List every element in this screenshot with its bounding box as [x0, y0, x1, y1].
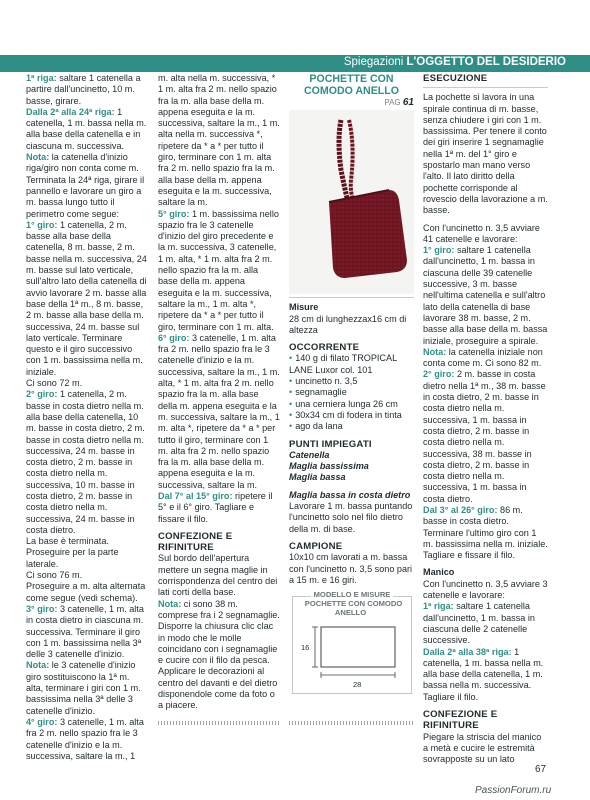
paragraph-text: 1 catenella, 2 m. basse in costa dietro nella m. alla base della catenella, 10 m. basse in costa dietro, 2 m. basse in costa dietro nella m. successiva, 24 m. basse in costa dietro, 2 m. basse in costa dietro nella m. successiva, 10 m. basse in costa dietro, 2 m. basse in costa dietro nella m. successiva, 24 m. basse in costa dietro. [26, 389, 145, 535]
section-heading: CONFEZIONE E RIFINITURE [158, 530, 233, 554]
paragraph [423, 245, 548, 347]
paragraph [423, 347, 548, 370]
paragraph: Proseguire a m. alta alternata come segue (vedi schema). [26, 581, 146, 603]
width-label: 28 [353, 680, 362, 690]
paragraph-text: 1 catenella, 2 m. basse alla base della catenella, 8 m. basse, 2 m. basse nella m. successiva, 24 m. basse sul lato verticale, sull'altro lato della catenella di avvio lavorare 2 m. basse alla base della 1ª m., 8 m. basse, 2 m. basse alla base della m. successiva, 24 m. basse sul lato verticale. Terminare questo e il giro successivo con 1 m. bassissima nella m. iniziale. [26, 219, 147, 377]
paragraph-text: 3 catenelle, 1 m. alta fra 2 m. nello spazio fra le 3 catenelle d'inizio e la m. successiva, saltare la m., 1 m. alta, * 1 m. alta fra 2 m. nello spazio fra la m. alla base della m. appena eseguita e la m. successiva, saltare la m., 1 m. alta *, ripetere da * a * per tutto il giro, terminare con 1 m. alta fra 2 m. nello spazio fra la m. alla base della m. appena eseguita e la m. successiva, saltare la m. [158, 332, 280, 490]
section-heading: CAMPIONE [289, 540, 343, 552]
paragraph-text: saltare 1 catenella dall'uncinetto, 1 m. bassa in ciascuna delle 39 catenelle successive, 3 m. basse nell'ultima catenella e sull'altro lato della catenella di base lavorare 38 m. basse, 2 m. basse alla base della m. bassa iniziale, proseguire a spirale. [423, 245, 548, 346]
step-label: 2° giro: [26, 389, 58, 400]
note-label: Nota: [423, 346, 447, 357]
measurements-label: Misure [289, 302, 319, 313]
paragraph: La pochette si lavora in una spirale continua di m. basse, senza chiudere i giri con 1 m. bassissima. Per tenere il conto dei giri inserire 1 segnamaglie nella 1ª m. del 1° giro e spostarlo man mano verso l'alto. Il lato diritto della pochette corrisponde al rovescio della lavorazione a m. basse. [423, 92, 548, 216]
paragraph: Ci sono 76 m. [26, 570, 83, 581]
height-label: 16 [301, 643, 310, 653]
section-heading: PUNTI IMPIEGATI [289, 438, 372, 450]
pattern-diagram [292, 590, 412, 694]
step-label: 3° giro: [26, 603, 58, 614]
paragraph [26, 389, 148, 536]
page-reference [289, 97, 414, 108]
section-heading: ESECUZIONE [423, 73, 488, 84]
diagram-title-line: MODELLO E MISURE [311, 590, 394, 599]
paragraph-text: 3 catenelle, 1 m. alta fra 2 m. nello spazio fra le 3 catenelle d'inizio e la m. successiva, saltare la m., 1 [26, 716, 144, 761]
page-ref-number: 61 [402, 97, 414, 108]
header-title [344, 56, 566, 68]
paragraph [26, 73, 148, 107]
paragraph: Con l'uncinetto n. 3,5 avviare 3 catenelle e lavorare: [423, 578, 548, 601]
column-4 [423, 73, 548, 766]
bag-outline [321, 627, 395, 667]
paragraph-text: 1 catenella, 1 m. bassa nella m. alla base della catenella, 1 m. bassa nella m. successiva. Tagliare il filo. [423, 646, 544, 702]
stitch-name: Maglia bassa in costa dietro [289, 489, 411, 500]
paragraph [158, 491, 280, 525]
step-label: 6° giro: [158, 332, 190, 343]
paragraph-text: 2 m. basse in costa dietro nella 1ª m., 38 m. basse in costa dietro, 2 m. basse in costa dietro nella m. successiva, 1 m. bassa in costa dietro, 2 m. basse in costa dietro nella m. successiva, 38 m. basse in costa dietro, 2 m. basse in costa dietro nella m. successiva, 1 m. bassa in costa dietro. [423, 369, 546, 504]
pochette-image [289, 110, 414, 294]
paragraph: Sul bordo dell'apertura mettere un segna maglie in corrispondenza del centro dei lati corti della base. [158, 553, 278, 598]
stitch-name: Maglia bassissima [289, 461, 369, 472]
column-1 [26, 73, 148, 762]
paragraph-text: ci sono 38 m. comprese fra i 2 segnamaglie. Disporre la chiusura clic clac in modo che le molle coincidano con i segnamaglie e cucire con il filo da pesca. Applicare le decorazioni al centro del davanti e del dietro disponendole come da foto o a piacere. [158, 598, 280, 711]
list-item: • 140 g di filato TROPICAL LANE Luxor col. 101 [289, 353, 414, 376]
measurements [289, 302, 414, 313]
paragraph [26, 660, 148, 716]
column-divider [289, 721, 414, 725]
column-3 [289, 73, 414, 694]
paragraph [158, 599, 280, 712]
paragraph [423, 505, 548, 561]
paragraph [26, 717, 148, 762]
paragraph-text: 86 m. basse in costa dietro. Terminare l'ultimo giro con 1 m. bassissima nella m. iniziale. Tagliare e fissare il filo. [423, 504, 548, 561]
paragraph [423, 601, 548, 646]
header-section: Spiegazioni [343, 56, 404, 68]
paragraph-text: ripetere il 5° e il 6° giro. Tagliare e fissare il filo. [158, 490, 273, 524]
step-label: 2° giro: [423, 369, 455, 380]
page-ref-label: PAG [384, 98, 401, 107]
subheading: Manico [423, 567, 455, 578]
paragraph-text: la catenella iniziale non conta come m. Ci sono 82 m. [423, 346, 543, 369]
paragraph-text: saltare 1 catenella dall'uncinetto, 1 m. bassa in ciascuna delle 2 catenelle successive. [423, 601, 535, 646]
step-label: Dal 3° al 26° giro: [423, 504, 498, 515]
stitch-name: Maglia bassa [289, 472, 346, 483]
list-item: • segnamaglie [289, 387, 414, 398]
step-label: 1° giro: [26, 219, 58, 230]
list-item: • 30x34 cm di fodera in tinta [289, 410, 414, 421]
paragraph [26, 152, 148, 220]
step-label: 1ª riga: [26, 73, 57, 83]
paragraph-text: la catenella d'inizio riga/giro non conta come m. Terminata la 24ª riga, girare il pannello e lavorare un giro a m. bassa lungo tutto il perimetro come segue: [26, 152, 145, 219]
measurements-text: 28 cm di lunghezzax16 cm di altezza [289, 313, 407, 335]
column-2 [158, 73, 280, 712]
note-label: Nota: [158, 598, 182, 609]
paragraph-text: le 3 catenelle d'inizio giro sostituiscono la 1ª m. alta, terminare i giri con 1 m. bassissima nella 3ª delle 3 catenelle d'inizio. [26, 660, 141, 716]
list-item: • uncinetto n. 3,5 [289, 376, 414, 387]
diagram-drawing [293, 597, 411, 693]
paragraph: Piegare la striscia del manico a metà e cucire le estremità sovrapposte su un lato [423, 731, 542, 765]
step-label: 1ª riga: [423, 601, 454, 612]
paragraph: Con l'uncinetto n. 3,5 avviare 41 catenelle e lavorare: [423, 222, 540, 244]
paragraph: Ci sono 72 m. [26, 378, 83, 389]
paragraph [423, 647, 548, 703]
paragraph: Lavorare 1 m. bassa puntando l'uncinetto solo nel filo dietro della m. di base. [289, 501, 413, 534]
paragraph: 10x10 cm lavorati a m. bassa con l'uncinetto n. 3,5 sono pari a 15 m. e 16 giri. [289, 552, 413, 585]
step-label: 4° giro: [26, 716, 58, 727]
product-title: POCHETTE CON COMODO ANELLO [304, 73, 399, 97]
paragraph [26, 604, 148, 660]
watermark: PassionForum.ru [475, 785, 552, 796]
diagram-title-line: POCHETTE CON COMODO ANELLO [302, 599, 402, 617]
step-label: Dalla 2ª alla 38ª riga: [423, 646, 512, 657]
materials-list [289, 353, 414, 432]
note-label: Nota: [26, 152, 50, 163]
paragraph-text: 1 catenella, 1 m. bassa nella m. alla base della catenella e in ciascuna m. successiva. [26, 106, 147, 151]
step-label: 5° giro: [158, 208, 190, 219]
paragraph [158, 333, 280, 491]
paragraph [423, 369, 548, 505]
paragraph [26, 107, 148, 152]
section-heading: CONFEZIONE E RIFINITURE [423, 709, 498, 732]
paragraph-text: 1 m. bassissima nello spazio fra le 3 catenelle d'inizio del giro precedente e la m. successiva, 3 catenelle, 1 m. alta, * 1 m. alta fra 2 m. nello spazio fra la m. alla base della m. appena eseguita e la m. successiva, saltare la m., 1 m. alta *, ripetere da * a * per tutto il giro, terminare con 1 m. alta. [158, 208, 279, 332]
paragraph: m. alta nella m. successiva, * 1 m. alta fra 2 m. nello spazio fra la m. alla base della m. appena eseguita e la m. successiva, saltare la m., 1 m. alta nella m. successiva *, ripetere da * a * per tutto il giro, terminare con 1 m. alta fra 2 m. nello spazio fra la m. alla base della m. appena eseguita e la m. successiva, saltare la m. [158, 73, 280, 208]
product-photo [289, 110, 414, 294]
paragraph: La base è terminata. [26, 536, 109, 547]
section-heading: OCCORRENTE [289, 342, 360, 354]
stitch-name: Catenella [289, 449, 330, 460]
paragraph-text: saltare 1 catenella a partire dall'uncinetto, 10 m. basse, girare. [26, 73, 141, 106]
paragraph: Proseguire per la parte laterale. [26, 547, 119, 569]
note-label: Nota: [26, 660, 50, 671]
paragraph-text: 3 catenelle, 1 m. alta in costa dietro in ciascuna m. successiva. Terminare il giro con 1 m. bassissima nella 3ª delle 3 catenelle d'inizio. [26, 603, 144, 660]
step-label: 1° giro: [423, 245, 455, 256]
page-number: 67 [535, 764, 547, 775]
list-item: • ago da lana [289, 421, 414, 432]
step-label: Dal 7° al 15° giro: [158, 490, 233, 501]
paragraph [26, 220, 148, 378]
paragraph [158, 209, 280, 333]
list-item: • una cerniera lunga 26 cm [289, 399, 414, 410]
step-label: Dalla 2ª alla 24ª riga: [26, 106, 115, 117]
column-divider [158, 721, 280, 725]
header-article-title: L'OGGETTO DEL DESIDERIO [406, 56, 566, 68]
